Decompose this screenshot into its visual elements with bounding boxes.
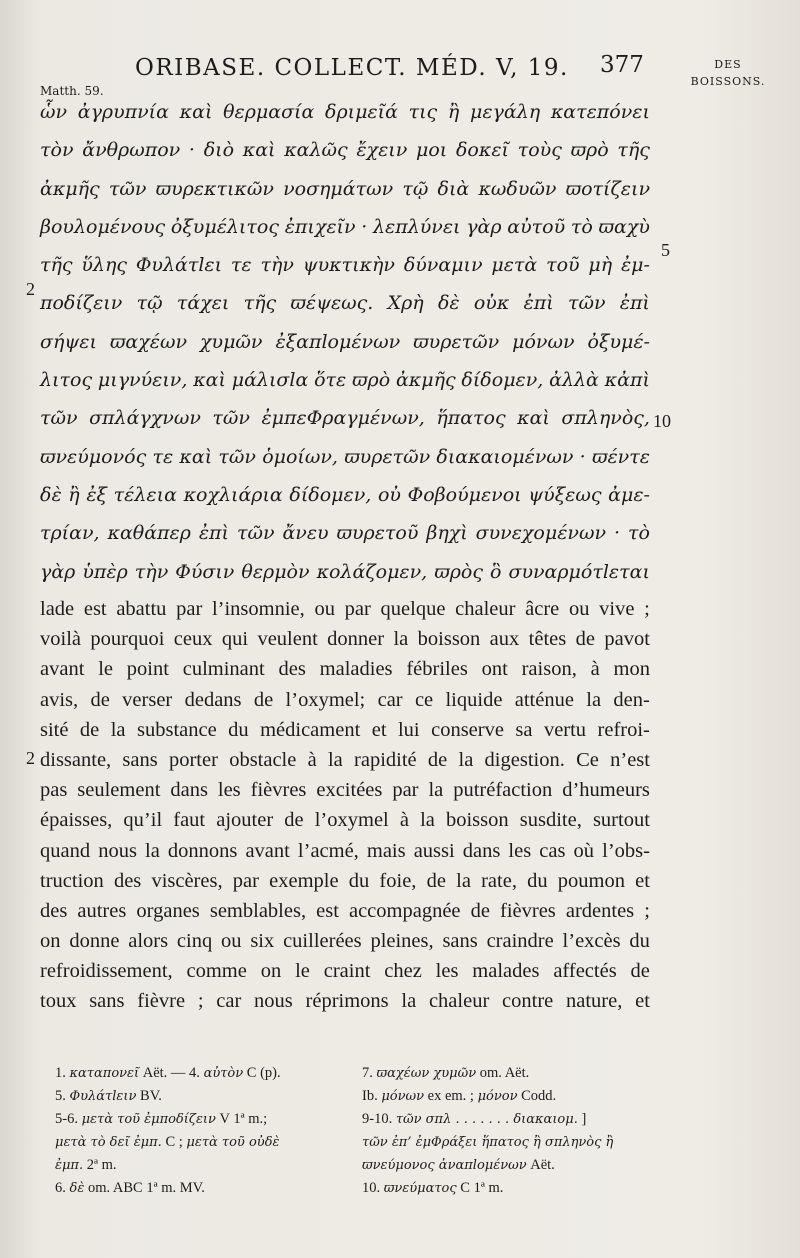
- french-line: on donne alors cinq ou six cuillerées pleines, sans craindre l’excès du: [40, 930, 650, 953]
- side-heading: [688, 56, 768, 90]
- note-line: τῶν ἐπ’ ἐμΦράξει ἥπατος ἢ σπληνὸς ἢ: [362, 1135, 614, 1150]
- french-line: refroidissement, comme on le craint chez les malades affectés de: [40, 960, 650, 983]
- note-line: 7. ϖαχέων χυμῶν om. Aët.: [362, 1065, 530, 1081]
- side-heading-line-1: DES: [714, 58, 742, 71]
- greek-line: ἀκμῆς τῶν ϖυρεκτικῶν νοσημάτων τῷ διὰ κωδυῶν ϖοτίζειν: [40, 177, 650, 200]
- critical-notes-right: [362, 1062, 662, 1200]
- french-line: truction des viscères, par exemple du foie, de la rate, du poumon et: [40, 869, 650, 892]
- french-translation-block: [40, 594, 650, 1017]
- note-line: 1. καταπονεῖ Aët. — 4. αὐτὸν C (p).: [55, 1065, 281, 1081]
- french-line: des autres organes semblables, est accompagnée de fièvres ardentes ;: [40, 899, 650, 922]
- note-line: 9-10. τῶν σπλ . . . . . . . διακαιομ. ]: [362, 1111, 587, 1127]
- french-line: voilà pourquoi ceux qui veulent donner la boisson aux têtes de pavot: [40, 628, 650, 651]
- french-line: toux sans fièvre ; car nous réprimons la chaleur contre nature, et: [40, 990, 650, 1013]
- note-line: Ib. μόνων ex em. ; μόνον Codd.: [362, 1088, 557, 1104]
- page-number: 377: [600, 52, 644, 78]
- french-line: avant le point culminant des maladies fébriles ont raison, à mon: [40, 658, 650, 681]
- note-line: μετὰ τὸ δεῖ ἐμπ. C ; μετὰ τοῦ οὐδὲ: [55, 1134, 280, 1150]
- french-line: sité de la substance du médicament et lui conserve sa vertu refroi-: [40, 718, 650, 741]
- greek-line: γὰρ ὑπὲρ τὴν Φύσιν θερμὸν κολάζομεν, ϖρὸς ὃ συναρμότlεται: [40, 560, 650, 583]
- french-line: dissante, sans porter obstacle à la rapidité de la digestion. Ce n’est: [40, 748, 650, 771]
- greek-text-block: [40, 93, 650, 591]
- critical-notes-left: [55, 1062, 345, 1200]
- greek-line: βουλομένους ὀξυμέλιτος ἐπιχεῖν · λεπλύνει γὰρ αὐτοῦ τὸ ϖαχὺ: [40, 215, 650, 238]
- greek-section-number-2: 2: [26, 279, 35, 299]
- french-line: lade est abattu par l’insomnie, ou par quelque chaleur âcre ou vive ;: [40, 598, 650, 620]
- greek-line-number-10: 10: [653, 411, 671, 431]
- greek-line: τῶν σπλάγχνων τῶν ἐμπεΦραγμένων, ἥπατος καὶ σπληνὸς,: [40, 407, 650, 430]
- greek-line: ϖνεύμονός τε καὶ τῶν ὁμοίων, ϖυρετῶν διακαιομένων · ϖέντε: [40, 445, 650, 468]
- greek-line: σήψει ϖαχέων χυμῶν ἐξαπlομένων ϖυρετῶν μόνων ὀξυμέ-: [40, 330, 650, 353]
- greek-line: λιτος μιγνύειν, καὶ μάλισlα ὅτε ϖρὸ ἀκμῆς δίδομεν, ἀλλὰ κἀπὶ: [40, 369, 650, 392]
- greek-line-number-5: 5: [661, 240, 670, 260]
- greek-line: δὲ ἢ ἐξ τέλεια κοχλιάρια δίδομεν, οὐ Φοβούμενοι ψύξεως ἀμε-: [40, 483, 650, 506]
- greek-line: τῆς ὕλης Φυλάτlει τε τὴν ψυκτικὴν δύναμιν μετὰ τοῦ μὴ ἐμ-: [40, 254, 650, 277]
- note-line: 6. δὲ om. ABC 1ª m. MV.: [55, 1180, 205, 1196]
- greek-line: ὧν ἀγρυπνία καὶ θερμασία δριμεῖά τις ἢ μεγάλη κατεπόνει: [40, 101, 650, 123]
- note-line: 5-6. μετὰ τοῦ ἐμποδίζειν V 1ª m.;: [55, 1111, 268, 1127]
- note-line: ἐμπ. 2ª m.: [55, 1157, 117, 1173]
- note-line: ϖνεύμονος ἀναπlομένων Aët.: [362, 1157, 555, 1173]
- french-section-number-2: 2: [26, 748, 35, 768]
- french-line: avis, de verser dedans de l’oxymel; car ce liquide atténue la den-: [40, 688, 650, 711]
- greek-line: τρίαν, καθάπερ ἐπὶ τῶν ἄνευ ϖυρετοῦ βηχὶ συνεχομένων · τὸ: [40, 522, 650, 545]
- note-line: 5. Φυλάτlειν BV.: [55, 1088, 162, 1104]
- greek-line: ποδίζειν τῷ τάχει τῆς ϖέψεως. Χρὴ δὲ οὐκ ἐπὶ τῶν ἐπὶ: [40, 292, 650, 315]
- note-line: 10. ϖνεύματος C 1ª m.: [362, 1180, 504, 1196]
- greek-line: τὸν ἄνθρωπον · διὸ καὶ καλῶς ἔχειν μοι δοκεῖ τοὺς ϖρὸ τῆς: [40, 139, 650, 162]
- french-line: épaisses, qu’il faut ajouter de l’oxymel à la boisson susdite, surtout: [40, 809, 650, 832]
- side-heading-line-2: BOISSONS.: [690, 75, 766, 88]
- reference-note: Matth. 59.: [40, 84, 104, 98]
- running-title: ORIBASE. COLLECT. MÉD. V, 19.: [135, 55, 569, 81]
- french-line: pas seulement dans les fièvres excitées par la putréfaction d’humeurs: [40, 779, 650, 802]
- french-line: quand nous la donnons avant l’acmé, mais aussi dans les cas où l’obs-: [40, 839, 650, 862]
